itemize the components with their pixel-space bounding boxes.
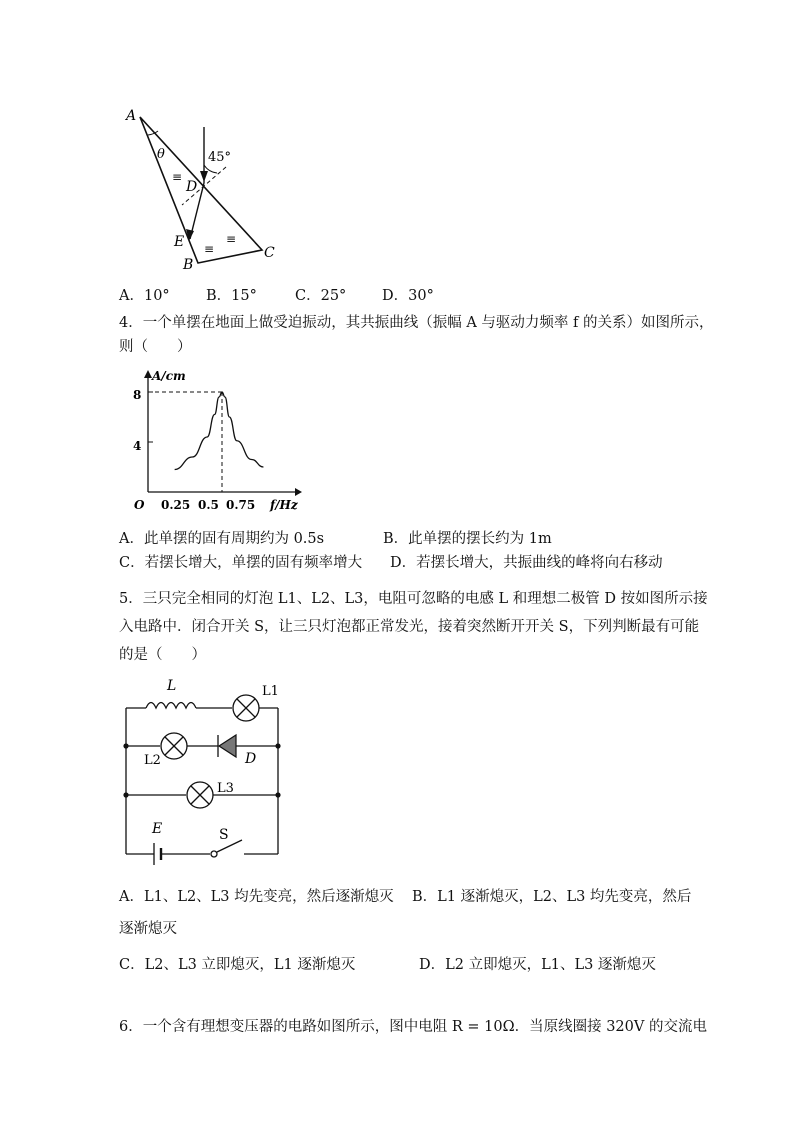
label-battery: E xyxy=(152,821,163,837)
x-tick-label-05: 0.5 xyxy=(198,498,219,512)
label-theta: θ xyxy=(157,147,165,162)
prism-triangle xyxy=(140,117,262,263)
q5-option-a: A．L1、L2、L3 均先变亮，然后逐渐熄灭 xyxy=(119,889,394,905)
q5-stem-line2: 入电路中．闭合开关 S，让三只灯泡都正常发光，接着突然断开开关 S，下列判断最有可能 xyxy=(119,619,700,635)
q4-option-d: D．若摆长增大，共振曲线的峰将向右移动 xyxy=(390,555,663,571)
q5-option-b-line1: B．L1 逐渐熄灭，L2、L3 均先变亮，然后 xyxy=(412,889,692,905)
switch-contact xyxy=(211,851,217,857)
label-E: E xyxy=(174,234,185,250)
resonance-curve xyxy=(175,392,264,470)
y-axis-label: A/cm xyxy=(152,369,186,383)
q5-stem-line3: 的是（ ） xyxy=(119,647,206,663)
q3-option-b: B．15° xyxy=(206,288,257,304)
y-axis-arrow xyxy=(144,370,152,378)
q6-stem: 6．一个含有理想变压器的电路如图所示，图中电阻 R = 10Ω．当原线圈接 320V 的交流电 xyxy=(119,1019,707,1035)
resonance-graph xyxy=(130,364,305,516)
label-L2: L2 xyxy=(144,753,161,768)
q3-option-d: D．30° xyxy=(382,288,434,304)
label-angle: 45° xyxy=(208,150,232,165)
label-B: B xyxy=(183,257,194,273)
x-tick-label-025: 0.25 xyxy=(161,498,191,512)
label-L3: L3 xyxy=(217,781,234,796)
label-switch: S xyxy=(219,827,229,843)
circuit-figure xyxy=(118,676,286,866)
label-D: D xyxy=(186,179,198,195)
diode-triangle xyxy=(219,735,236,757)
q3-option-a: A．10° xyxy=(119,288,170,304)
inductor-coil xyxy=(146,703,196,709)
glass-mark-1: ≡ xyxy=(172,170,183,184)
origin-label: O xyxy=(134,498,145,512)
x-axis-label: f/Hz xyxy=(270,498,298,512)
x-axis-arrow xyxy=(295,488,302,496)
prism-figure xyxy=(120,105,285,275)
glass-mark-2: ≡ xyxy=(204,242,215,256)
q5-option-c: C．L2、L3 立即熄灭，L1 逐渐熄灭 xyxy=(119,957,356,973)
x-tick-label-075: 0.75 xyxy=(226,498,256,512)
q5-stem-line1: 5．三只完全相同的灯泡 L1、L2、L3，电阻可忽略的电感 L 和理想二极管 D 按如图所示接 xyxy=(119,591,708,607)
glass-mark-3: ≡ xyxy=(226,232,237,246)
y-tick-label-4: 4 xyxy=(133,439,142,453)
q4-option-b: B．此单摆的摆长约为 1m xyxy=(383,531,552,547)
q3-option-c: C．25° xyxy=(295,288,347,304)
y-tick-label-8: 8 xyxy=(133,388,142,402)
label-A: A xyxy=(126,108,137,124)
prism-diagram xyxy=(120,105,285,275)
q5-option-b-line2: 逐渐熄灭 xyxy=(119,921,177,937)
incident-arrow xyxy=(200,171,208,182)
q4-stem-line2: 则（ ） xyxy=(119,339,192,355)
label-inductor: L xyxy=(167,678,177,694)
label-diode: D xyxy=(245,751,257,767)
q5-option-d: D．L2 立即熄灭，L1、L3 逐渐熄灭 xyxy=(419,957,656,973)
q4-option-c: C．若摆长增大，单摆的固有频率增大 xyxy=(119,555,363,571)
label-C: C xyxy=(264,245,275,261)
label-L1: L1 xyxy=(262,684,279,699)
resonance-chart xyxy=(130,364,305,516)
q4-option-a: A．此单摆的固有周期约为 0.5s xyxy=(119,531,325,547)
circuit-diagram xyxy=(118,676,286,866)
q4-stem-line1: 4．一个单摆在地面上做受迫振动，其共振曲线（振幅 A 与驱动力频率 f 的关系）如图所示， xyxy=(119,315,714,331)
